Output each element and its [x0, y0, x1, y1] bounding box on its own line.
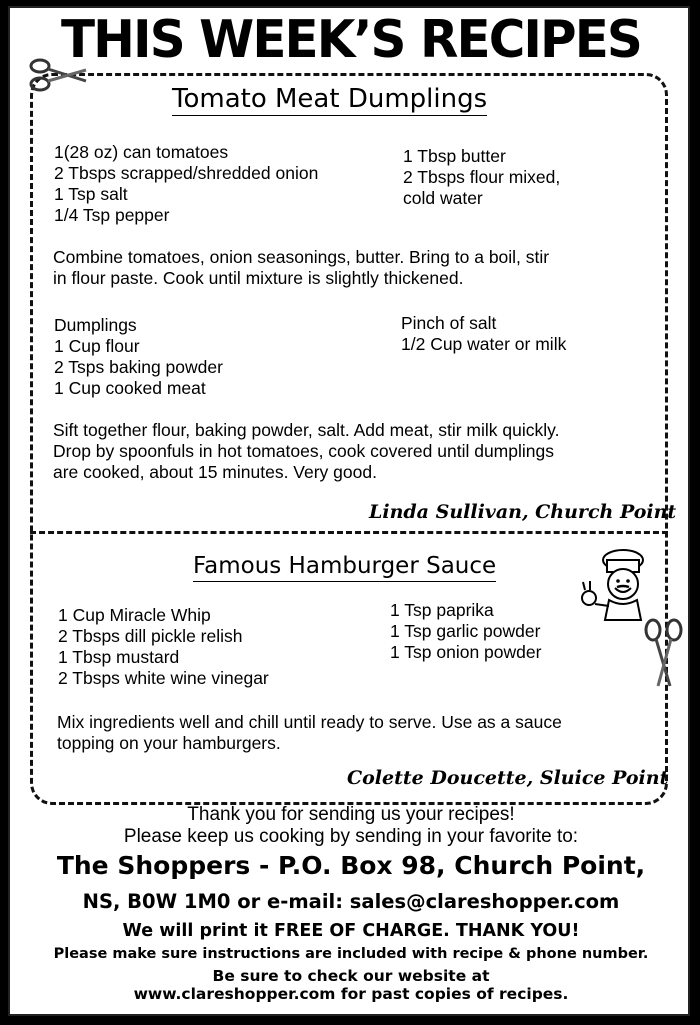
ingredient: 1 Cup Miracle Whip	[58, 605, 211, 625]
instruction-line: Mix ingredients well and chill until ready to serve. Use as a sauce	[57, 712, 562, 732]
ingredient: 1 Tsp salt	[54, 184, 128, 204]
ingredient: 1/4 Tsp pepper	[54, 205, 170, 225]
chef-illustration	[575, 546, 655, 626]
ingredient: 1(28 oz) can tomatoes	[54, 142, 229, 162]
instruction-line: are cooked, about 15 minutes. Very good.	[53, 462, 377, 482]
instruction-line: Combine tomatoes, onion seasonings, butter. Bring to a boil, stir	[53, 247, 550, 267]
footer-thanks: Thank you for sending us your recipes!	[187, 804, 515, 825]
recipe-author: Linda Sullivan, Church Point	[369, 501, 677, 523]
ingredient: 1/2 Cup water or milk	[401, 334, 567, 354]
ingredient: Pinch of salt	[401, 313, 497, 333]
instruction-line: Sift together flour, baking powder, salt. Add meat, stir milk quickly.	[53, 420, 560, 440]
recipe-divider	[30, 531, 668, 534]
recipe-title: Tomato Meat Dumplings	[172, 84, 488, 114]
footer-website-intro: Be sure to check our website at	[212, 967, 490, 985]
footer-free: We will print it FREE OF CHARGE. THANK YOU!	[122, 921, 580, 941]
ingredient: 2 Tbsps scrapped/shredded onion	[54, 163, 319, 183]
ingredient: 2 Tbsps dill pickle relish	[58, 626, 243, 646]
footer-note: Please make sure instructions are included with recipe & phone number.	[53, 946, 649, 962]
page-title: THIS WEEK’S RECIPES	[61, 10, 641, 70]
scissors-icon	[28, 54, 88, 96]
footer-request: Please keep us cooking by sending in your favorite to:	[123, 826, 579, 847]
ingredient: 1 Cup cooked meat	[54, 378, 206, 398]
recipe-title: Famous Hamburger Sauce	[193, 553, 496, 582]
footer-email: NS, B0W 1M0 or e-mail: sales@clareshopper.com	[82, 890, 620, 913]
ingredient: 1 Tbsp butter	[403, 146, 506, 166]
ingredient: cold water	[403, 188, 483, 208]
ingredient: Dumplings	[54, 315, 137, 335]
ingredient: 1 Tsp paprika	[390, 600, 494, 620]
instruction-line: Drop by spoonfuls in hot tomatoes, cook covered until dumplings	[53, 441, 554, 461]
instruction-line: in flour paste. Cook until mixture is slightly thickened.	[53, 268, 464, 288]
ingredient: 1 Tsp onion powder	[390, 642, 542, 662]
ingredient: 2 Tbsps white wine vinegar	[58, 668, 269, 688]
instruction-line: topping on your hamburgers.	[57, 733, 281, 753]
ingredient: 2 Tsps baking powder	[54, 357, 223, 377]
ingredient: 2 Tbsps flour mixed,	[403, 167, 561, 187]
ingredient: 1 Cup flour	[54, 336, 140, 356]
recipe-author: Colette Doucette, Sluice Point	[347, 767, 669, 789]
ingredient: 1 Tbsp mustard	[58, 647, 180, 667]
scissors-icon	[640, 616, 688, 688]
ingredient: 1 Tsp garlic powder	[390, 621, 541, 641]
footer-address: The Shoppers - P.O. Box 98, Church Point,	[56, 851, 646, 880]
footer-website: www.clareshopper.com for past copies of recipes.	[133, 985, 569, 1003]
recipe-page	[8, 6, 690, 1016]
